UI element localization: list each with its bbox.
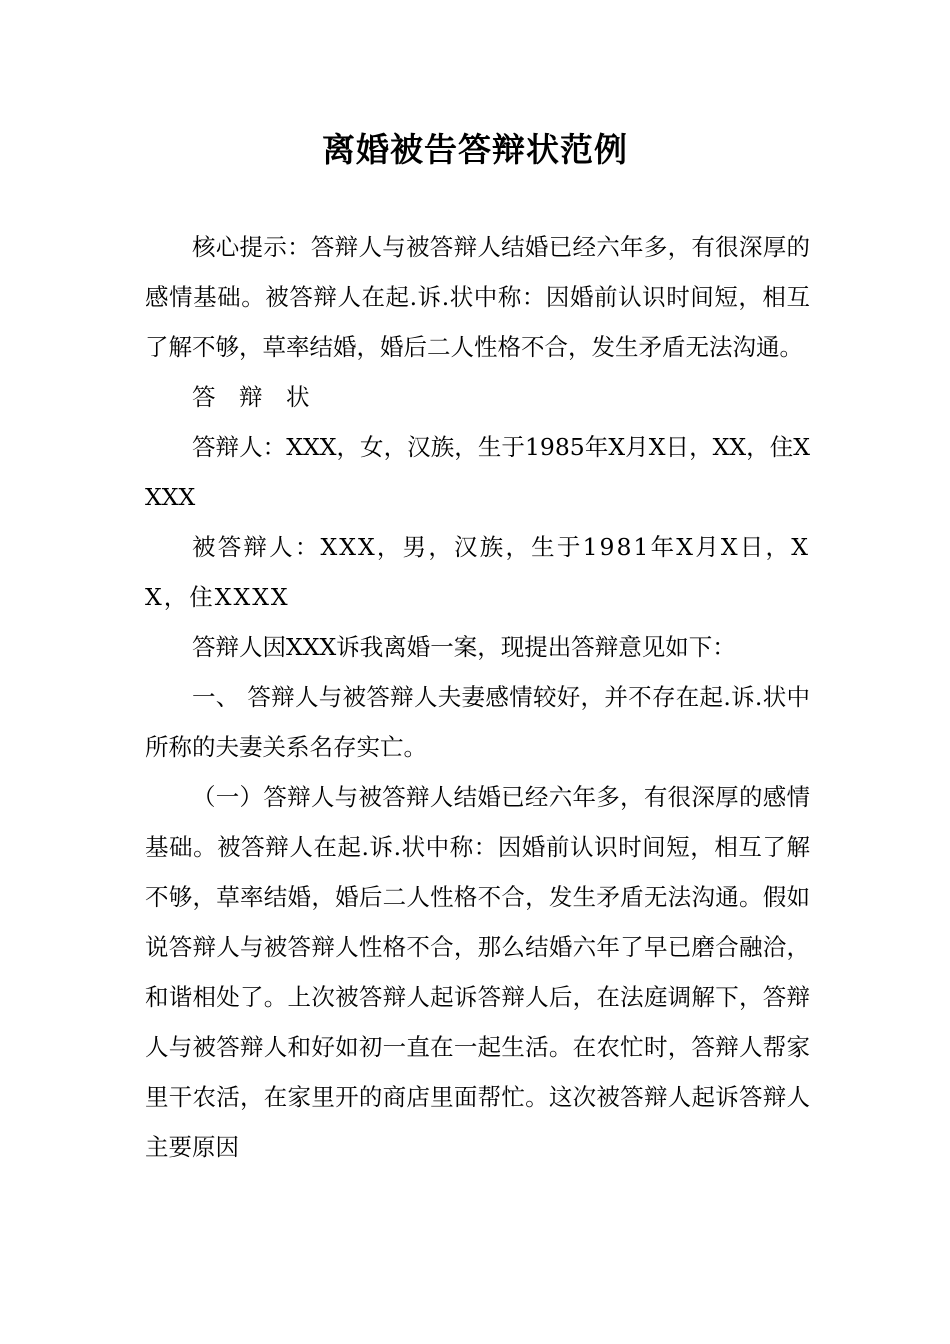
document-title: 离婚被告答辩状范例 [322,130,628,169]
paragraph-point-one: 一、 答辩人与被答辩人夫妻感情较好，并不存在起.诉.状中所称的夫妻关系名存实亡。 [145,683,810,761]
paragraph-heading-answer: 答 辩 状 [192,383,318,411]
paragraph-intro: 答辩人因XXX诉我离婚一案，现提出答辩意见如下： [192,633,736,661]
paragraph-respondent: 答辩人：XXX，女，汉族，生于1985年X月X日，XX，住XXXX [145,433,810,511]
paragraph-claimant: 被答辩人：XXX，男，汉族，生于1981年X月X日，XX，住XXXX [145,533,810,611]
paragraph-core-summary: 核心提示：答辩人与被答辩人结婚已经六年多，有很深厚的感情基础。被答辩人在起.诉.状中称：因婚前认识时间短，相互了解不够，草率结婚，婚后二人性格不合，发生矛盾无法沟通。 [145,233,810,361]
document-body [145,222,810,1172]
paragraph-subpoint-one: （一）答辩人与被答辩人结婚已经六年多，有很深厚的感情基础。被答辩人在起.诉.状中称：因婚前认识时间短，相互了解不够，草率结婚，婚后二人性格不合，发生矛盾无法沟通。假如说答辩人与被答辩人性格不合，那么结婚六年了早已磨合融洽，和谐相处了。上次被答辩人起诉答辩人后，在法庭调解下，答辩人与被答辩人和好如初一直在一起生活。在农忙时，答辩人帮家里干农活，在家里开的商店里面帮忙。这次被答辩人起诉答辩人主要原因 [145,783,810,1161]
